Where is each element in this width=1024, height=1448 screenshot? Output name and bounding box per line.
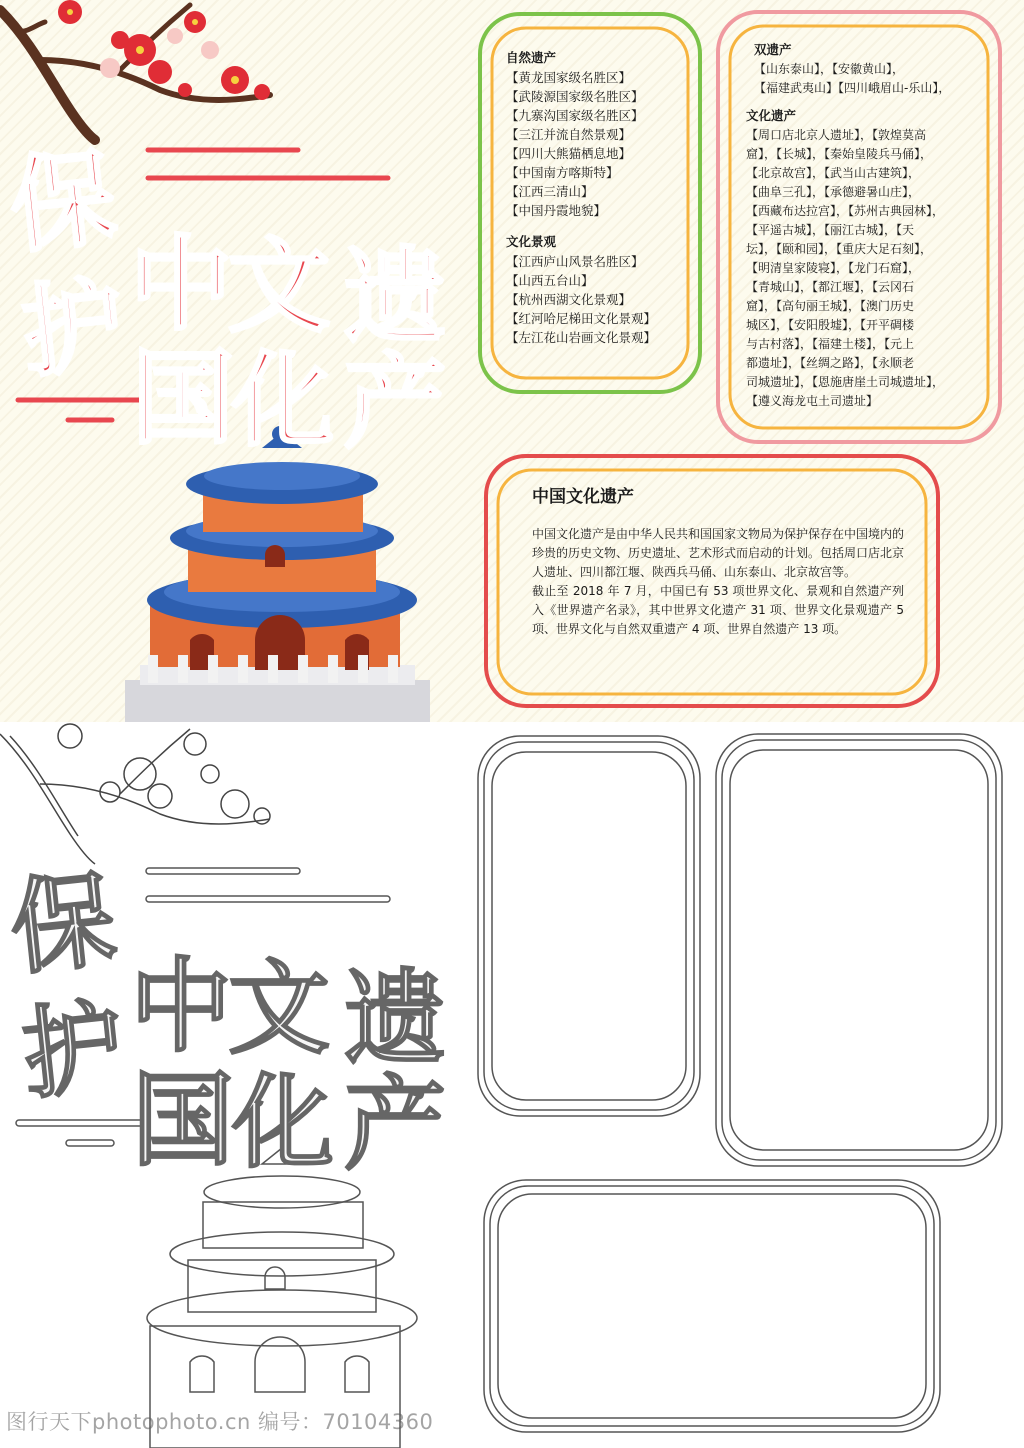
dual-heritage-panel: [746, 40, 978, 411]
outline-poster: [0, 722, 1024, 1448]
temple-outline-icon: [147, 1148, 417, 1448]
intro-panel: [532, 482, 904, 639]
list-item: 城区】，【安阳殷墟】，【开平碉楼: [746, 318, 915, 332]
outline-title-char-wen: 文: [228, 950, 330, 1069]
list-item: 【曲阜三孔】，【承德避暑山庄】，: [746, 185, 921, 199]
list-item: 司城遗址】，【恩施唐崖土司城遗址】，: [746, 375, 945, 389]
list-item: 【周口店北京人遗址】，【敦煌莫高: [746, 128, 927, 142]
list-item: 【四川大熊猫栖息地】: [506, 146, 632, 161]
list-item: 与古村落】，【福建土楼】，【元上: [746, 337, 915, 351]
outline-title-char-bao: 保: [4, 857, 122, 991]
list-item: 【明清皇家陵寝】，【龙门石窟】，: [746, 261, 921, 275]
list-item: 【中国南方喀斯特】: [506, 165, 619, 180]
title-char-hua: 化: [232, 342, 334, 461]
list-item: 【江西庐山风景名胜区】: [506, 254, 644, 269]
outline-title-char-yi: 遗: [344, 960, 446, 1079]
dual-heritage-heading: 双遗产: [754, 42, 792, 57]
intro-paragraph-2: 截止至 2018 年 7 月，中国已有 53 项世界文化、景观和自然遗产列入《世界遗产名录》，其中世界文化遗产 31 项、世界文化景观遗产 5 项、世界文化与自然双重遗产 4 项、世界自然遗产 13 项。: [532, 584, 904, 636]
natural-heritage-panel: [506, 48, 686, 347]
list-item: 【三江并流自然景观】: [506, 127, 632, 142]
outline-title-char-zhong: 中: [130, 948, 232, 1067]
cultural-heritage-heading: 文化遗产: [746, 108, 797, 123]
outline-title-char-guo: 国: [132, 1062, 234, 1181]
list-item: 【北京故宫】，【武当山古建筑】，: [746, 166, 921, 180]
outline-title-char-hu: 护: [17, 987, 129, 1114]
list-item: 【山西五台山】: [506, 273, 594, 288]
title-char-bao: 保: [4, 135, 122, 269]
list-item: 【红河哈尼梯田文化景观】: [506, 311, 657, 326]
list-item: 【山东泰山】，【安徽黄山】，: [754, 62, 905, 76]
outline-title-char-hua: 化: [232, 1064, 334, 1183]
list-item: 【青城山】，【都江堰】，【云冈石: [746, 280, 915, 294]
list-item: 【平遥古城】，【丽江古城】，【天: [746, 223, 915, 237]
intro-heading: 中国文化遗产: [532, 487, 634, 507]
temple-icon: [125, 426, 430, 722]
title-char-zhong: 中: [130, 226, 232, 345]
list-item: 【左江花山岩画文化景观】: [506, 330, 657, 345]
colored-poster: [0, 0, 1024, 722]
title-char-wen: 文: [228, 228, 330, 347]
outline-panel-frames: [478, 734, 1002, 1432]
watermark-text: 图行天下photophoto.cn 编号：70104360: [6, 1410, 434, 1434]
list-item: 【中国丹霞地貌】: [506, 203, 607, 218]
outline-title-char-chan: 产: [344, 1066, 446, 1185]
list-item: 【九寨沟国家级名胜区】: [506, 108, 644, 123]
title-char-hu: 护: [17, 265, 129, 392]
list-item: 窟】，【长城】，【秦始皇陵兵马俑】，: [746, 147, 933, 161]
natural-heritage-heading: 自然遗产: [506, 50, 557, 65]
cultural-landscape-heading: 文化景观: [506, 234, 557, 249]
title-char-guo: 国: [132, 340, 234, 459]
list-item: 窟】，【高句丽王城】，【澳门历史: [746, 299, 915, 313]
title-char-chan: 产: [344, 344, 446, 463]
title-char-yi: 遗: [344, 238, 446, 357]
list-item: 【武陵源国家级名胜区】: [506, 89, 644, 104]
list-item: 【杭州西湖文化景观】: [506, 292, 632, 307]
list-item: 坛】，【颐和园】，【重庆大足石刻】，: [746, 242, 933, 256]
intro-paragraph-1: 中国文化遗产是由中华人民共和国国家文物局为保护保存在中国境内的珍贵的历史文物、历史遗址、艺术形式而启动的计划。包括周口店北京人遗址、四川都江堰、陕西兵马俑、山东泰山、北京故宫等。: [532, 527, 905, 579]
list-item: 【西藏布达拉宫】，【苏州古典园林】，: [746, 204, 945, 218]
list-item: 【福建武夷山】【四川峨眉山-乐山】，: [754, 81, 951, 95]
list-item: 【江西三清山】: [506, 184, 594, 199]
list-item: 【遵义海龙屯土司遗址】: [746, 394, 879, 408]
list-item: 都遗址】，【丝绸之路】，【永顺老: [746, 356, 915, 370]
list-item: 【黄龙国家级名胜区】: [506, 70, 632, 85]
